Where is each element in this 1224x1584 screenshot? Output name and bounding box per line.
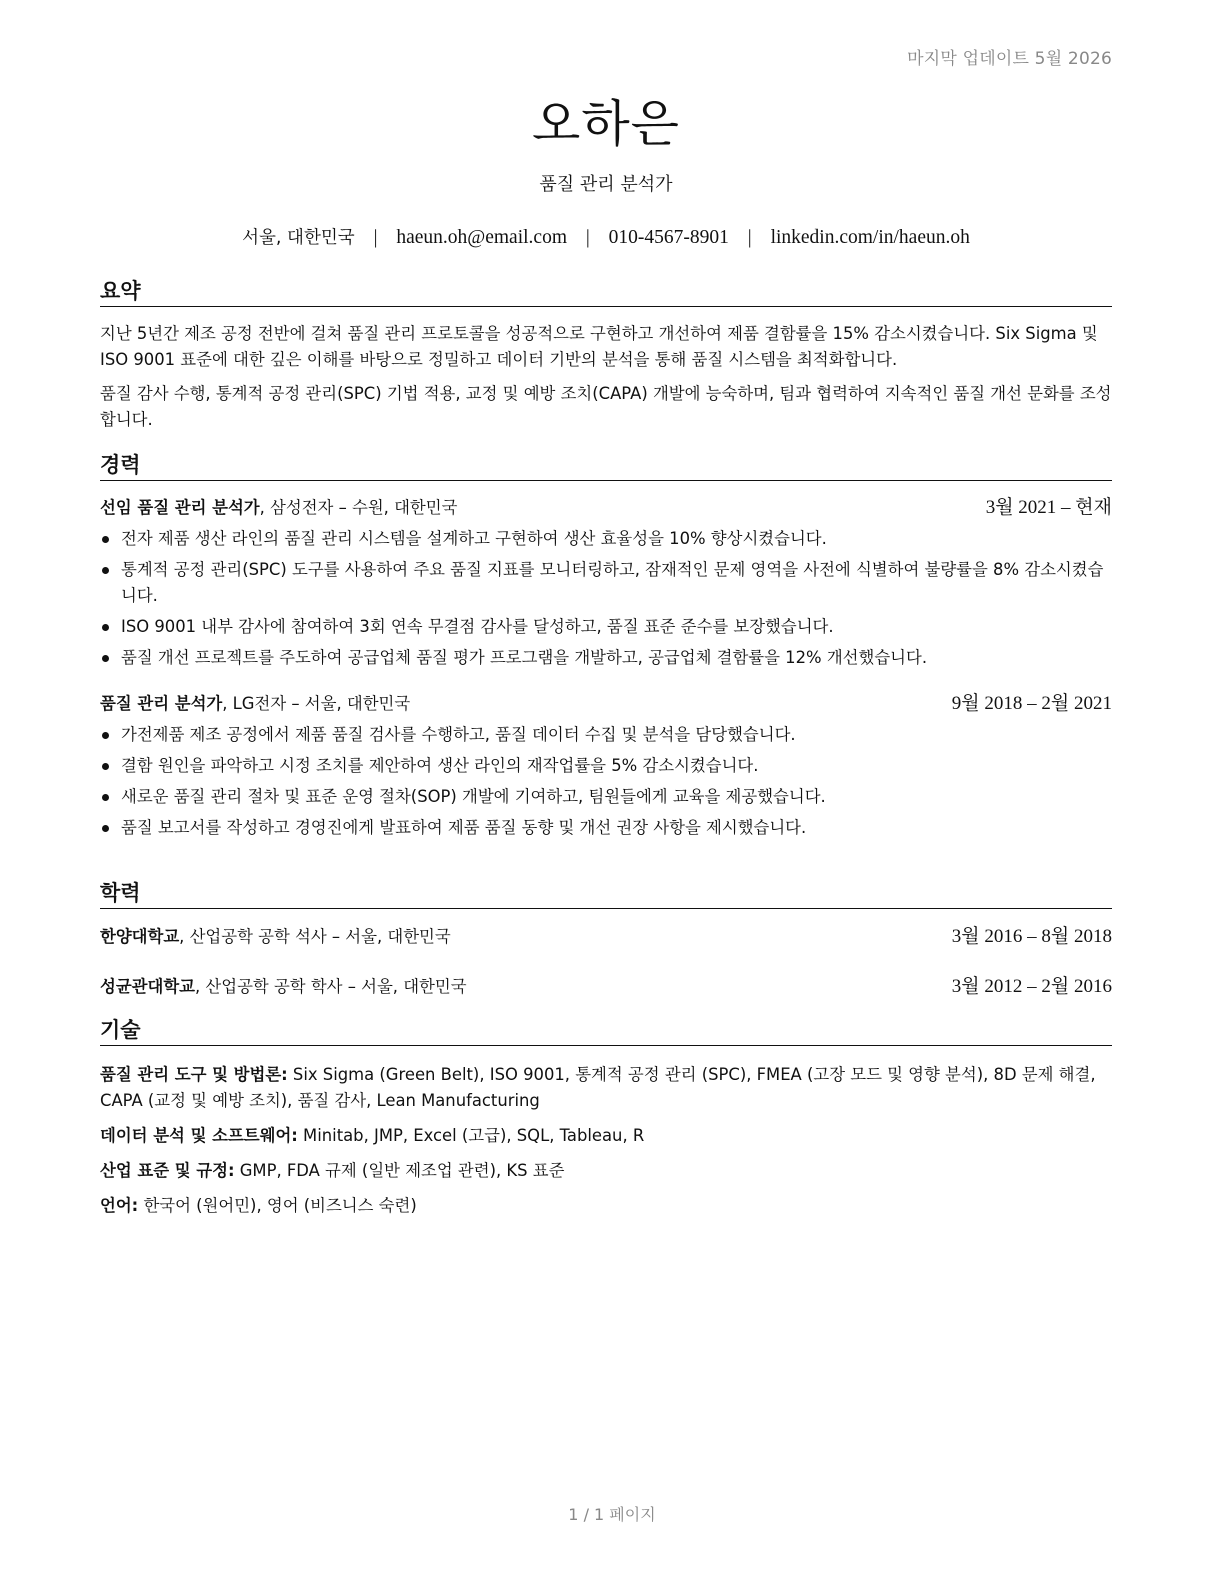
job-role: 선임 품질 관리 분석가 xyxy=(100,498,260,517)
skill-value: 한국어 (원어민), 영어 (비즈니스 숙련) xyxy=(138,1196,417,1215)
job-dates: 3월 2021 – 현재 xyxy=(985,497,1112,518)
skill-label: 데이터 분석 및 소프트웨어: xyxy=(100,1126,298,1145)
skill-line xyxy=(100,1123,1112,1149)
summary-section xyxy=(100,278,1112,433)
job-bullet: ISO 9001 내부 감사에 참여하여 3회 연속 무결점 감사를 달성하고, 품질 표준 준수를 보장했습니다. xyxy=(100,614,1112,640)
job-bullet: 새로운 품질 관리 절차 및 표준 운영 절차(SOP) 개발에 기여하고, 팀원들에게 교육을 제공했습니다. xyxy=(100,784,1112,810)
skill-value: Six Sigma (Green Belt), ISO 9001, 통계적 공정 관리 (SPC), FMEA (고장 모드 및 영향 분석), 8D 문제 해결, CAPA (교정 및 예방 조치), 품질 감사, Lean Manufacturing xyxy=(100,1065,1096,1110)
section-title-education: 학력 xyxy=(100,880,1112,909)
job-bullets xyxy=(100,526,1112,671)
candidate-name: 오하은 xyxy=(532,95,680,153)
skill-line xyxy=(100,1158,1112,1184)
skill-label: 언어: xyxy=(100,1196,139,1215)
job-bullet: 가전제품 제조 공정에서 제품 품질 검사를 수행하고, 품질 데이터 수집 및 분석을 담당했습니다. xyxy=(100,722,1112,748)
school-name: 한양대학교 xyxy=(100,927,180,946)
job-company: , 삼성전자 – 수원, 대한민국 xyxy=(259,498,458,517)
skill-line xyxy=(100,1193,1112,1219)
skill-value: Minitab, JMP, Excel (고급), SQL, Tableau, R xyxy=(297,1126,645,1145)
job-bullet: 품질 보고서를 작성하고 경영진에게 발표하여 제품 품질 동향 및 개선 권장 사항을 제시했습니다. xyxy=(100,815,1112,841)
section-title-skills: 기술 xyxy=(100,1017,1112,1046)
degree-info: , 산업공학 공학 석사 – 서울, 대한민국 xyxy=(179,927,451,946)
job-bullet: 결함 원인을 파악하고 시정 조치를 제안하여 생산 라인의 재작업률을 5% 감소시켰습니다. xyxy=(100,753,1112,779)
summary-paragraph: 지난 5년간 제조 공정 전반에 걸쳐 품질 관리 프로토콜을 성공적으로 구현하고 개선하여 제품 결함률을 15% 감소시켰습니다. Six Sigma 및 ISO 9001 표준에 대한 깊은 이해를 바탕으로 정밀하고 데이터 기반의 분석을 통해 품질 시스템을 최적화합니다. xyxy=(100,324,1098,369)
job-bullet: 통계적 공정 관리(SPC) 도구를 사용하여 주요 품질 지표를 모니터링하고, 잠재적인 문제 영역을 사전에 식별하여 불량률을 8% 감소시켰습니다. xyxy=(100,557,1112,609)
contact-email[interactable]: haeun.oh@email.com xyxy=(396,227,567,248)
contact-linkedin[interactable]: linkedin.com/in/haeun.oh xyxy=(770,227,970,248)
degree-info: , 산업공학 공학 학사 – 서울, 대한민국 xyxy=(195,977,467,996)
school-name: 성균관대학교 xyxy=(100,977,195,996)
contact-separator: | xyxy=(373,227,378,248)
education-section xyxy=(100,880,1112,1000)
education-entry xyxy=(100,924,1112,950)
job-bullet: 품질 개선 프로젝트를 주도하여 공급업체 품질 평가 프로그램을 개발하고, 공급업체 결함률을 12% 개선했습니다. xyxy=(100,645,1112,671)
contact-separator: | xyxy=(747,227,752,248)
education-dates: 3월 2012 – 2월 2016 xyxy=(951,976,1112,997)
job-role: 품질 관리 분석가 xyxy=(100,694,223,713)
job-header xyxy=(100,495,1112,521)
section-title-summary: 요약 xyxy=(100,278,1112,307)
skill-label: 산업 표준 및 규정: xyxy=(100,1161,235,1180)
page-footer: 1 / 1 페이지 xyxy=(568,1505,656,1524)
job-headline: 품질 관리 분석가 xyxy=(539,174,673,195)
contact-phone: 010-4567-8901 xyxy=(608,227,729,248)
summary-paragraph: 품질 감사 수행, 통계적 공정 관리(SPC) 기법 적용, 교정 및 예방 조치(CAPA) 개발에 능숙하며, 팀과 협력하여 지속적인 품질 개선 문화를 조성합니다. xyxy=(100,384,1112,429)
education-dates: 3월 2016 – 8월 2018 xyxy=(951,926,1112,947)
job-header xyxy=(100,691,1112,717)
education-entry xyxy=(100,974,1112,1000)
last-updated: 마지막 업데이트 5월 2026 xyxy=(907,49,1112,69)
job-entry xyxy=(100,691,1112,841)
skill-value: GMP, FDA 규제 (일반 제조업 관련), KS 표준 xyxy=(234,1161,565,1180)
skills-section xyxy=(100,1017,1112,1228)
job-entry xyxy=(100,495,1112,671)
skill-line xyxy=(100,1062,1112,1114)
contact-location: 서울, 대한민국 xyxy=(242,228,355,248)
job-bullet: 전자 제품 생산 라인의 품질 관리 시스템을 설계하고 구현하여 생산 효율성을 10% 향상시켰습니다. xyxy=(100,526,1112,552)
section-title-experience: 경력 xyxy=(100,452,1112,481)
job-dates: 9월 2018 – 2월 2021 xyxy=(951,693,1112,714)
skill-label: 품질 관리 도구 및 방법론: xyxy=(100,1065,288,1084)
contact-line xyxy=(100,224,1112,249)
contact-separator: | xyxy=(585,227,590,248)
job-bullets xyxy=(100,722,1112,841)
resume-page xyxy=(100,0,1112,1584)
job-company: , LG전자 – 서울, 대한민국 xyxy=(222,694,411,713)
experience-section xyxy=(100,452,1112,841)
